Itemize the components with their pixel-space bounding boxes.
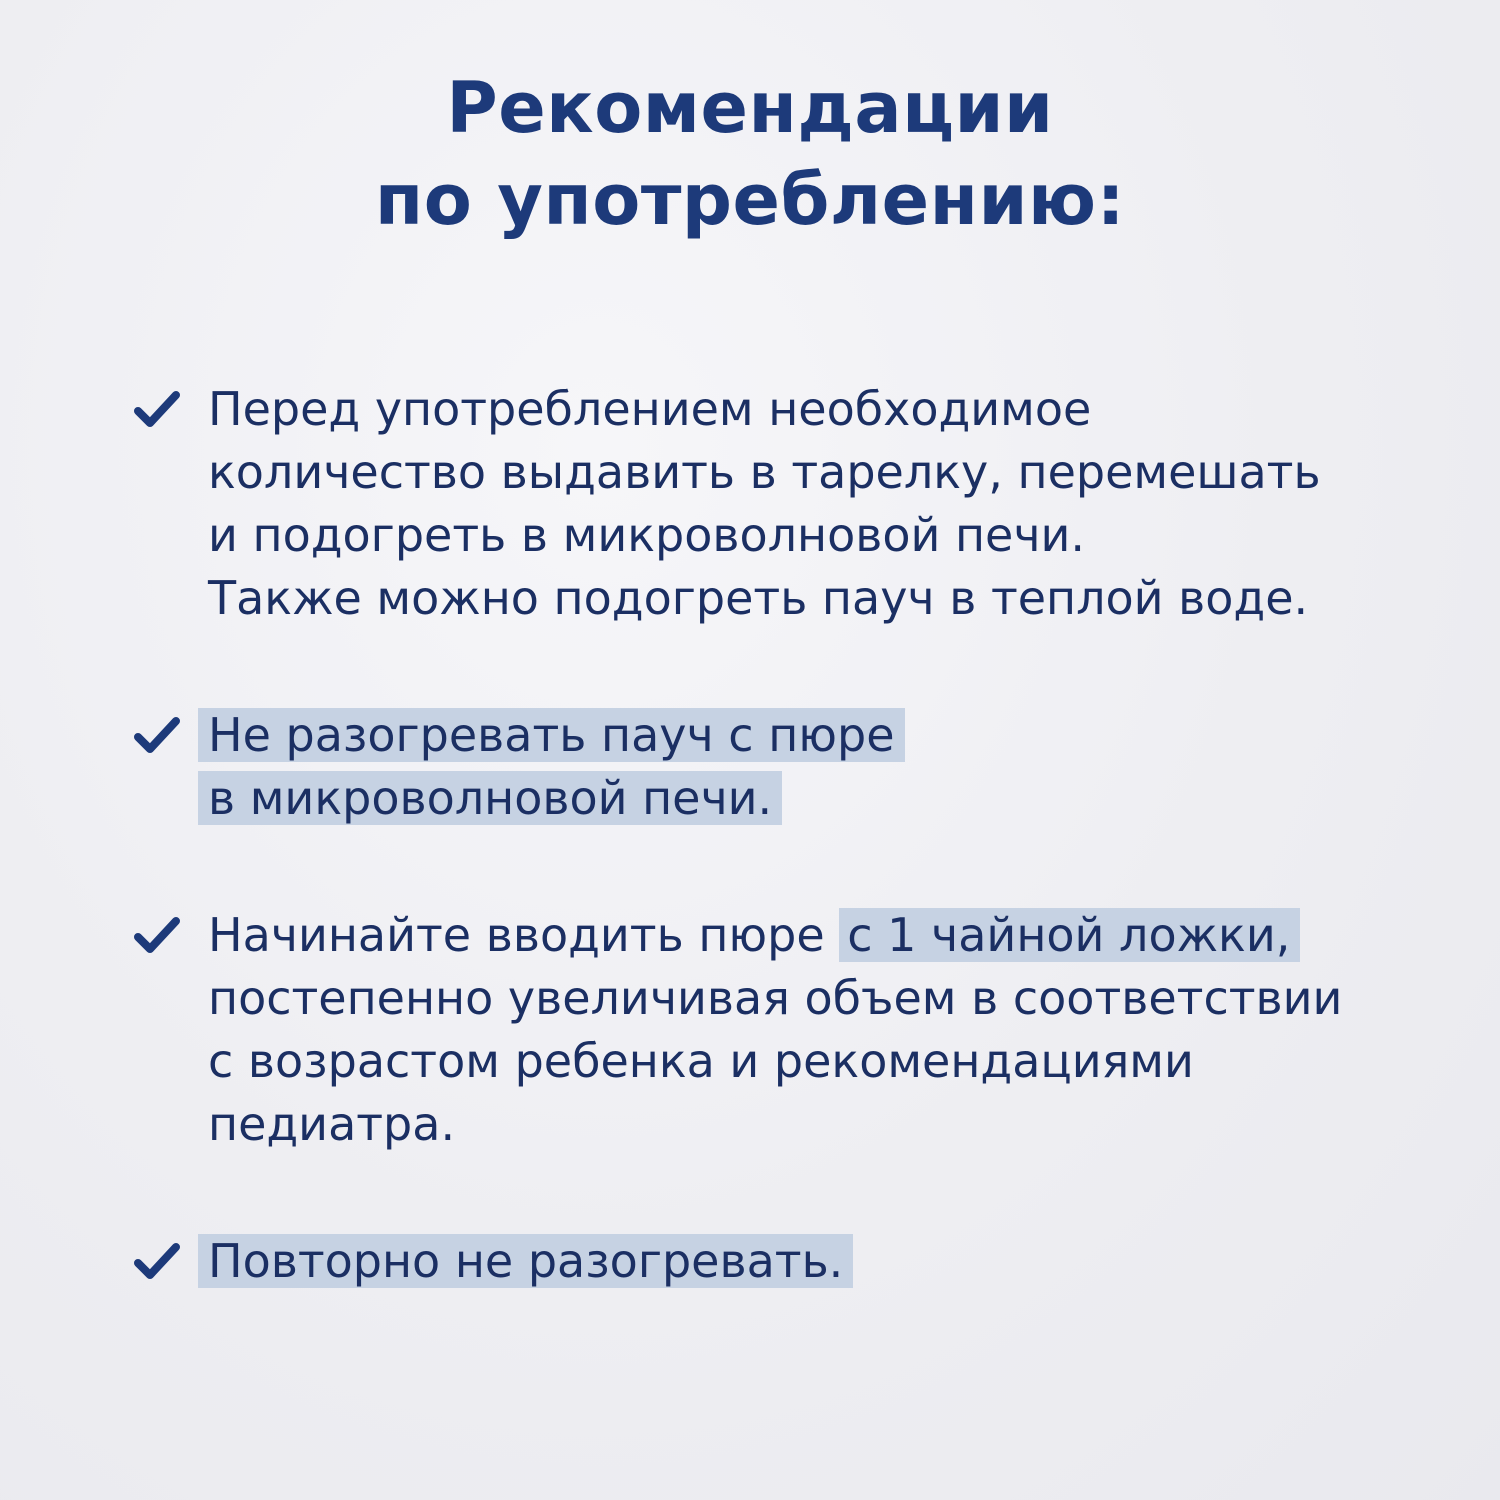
check-icon bbox=[133, 1242, 181, 1282]
list-item-text bbox=[208, 704, 905, 830]
text-line: с возрастом ребенка и рекомендациями bbox=[208, 1034, 1194, 1088]
highlighted-text: с 1 чайной ложки, bbox=[839, 908, 1300, 962]
text-line: Начинайте вводить пюре bbox=[208, 908, 825, 962]
text-line: Также можно подогреть пауч в теплой воде. bbox=[208, 571, 1309, 625]
text-line: количество выдавить в тарелку, перемешать bbox=[208, 445, 1321, 499]
list-item-text bbox=[208, 1230, 853, 1293]
list-item-text bbox=[208, 904, 1342, 1156]
check-icon bbox=[133, 716, 181, 756]
text-line: Перед употреблением необходимое bbox=[208, 382, 1092, 436]
highlighted-text: Повторно не разогревать. bbox=[198, 1234, 853, 1288]
check-icon bbox=[133, 390, 181, 430]
text-line: педиатра. bbox=[208, 1097, 456, 1151]
check-icon bbox=[133, 916, 181, 956]
title-line-1: Рекомендации bbox=[446, 67, 1054, 149]
text-line: постепенно увеличивая объем в соответствии bbox=[208, 971, 1343, 1025]
highlighted-text: в микроволновой печи. bbox=[198, 771, 782, 825]
page-title bbox=[0, 62, 1500, 246]
highlighted-text: Не разогревать пауч с пюре bbox=[198, 708, 905, 762]
list-item-text bbox=[208, 378, 1321, 630]
title-line-2: по употреблению: bbox=[374, 159, 1126, 241]
text-line: и подогреть в микроволновой печи. bbox=[208, 508, 1086, 562]
